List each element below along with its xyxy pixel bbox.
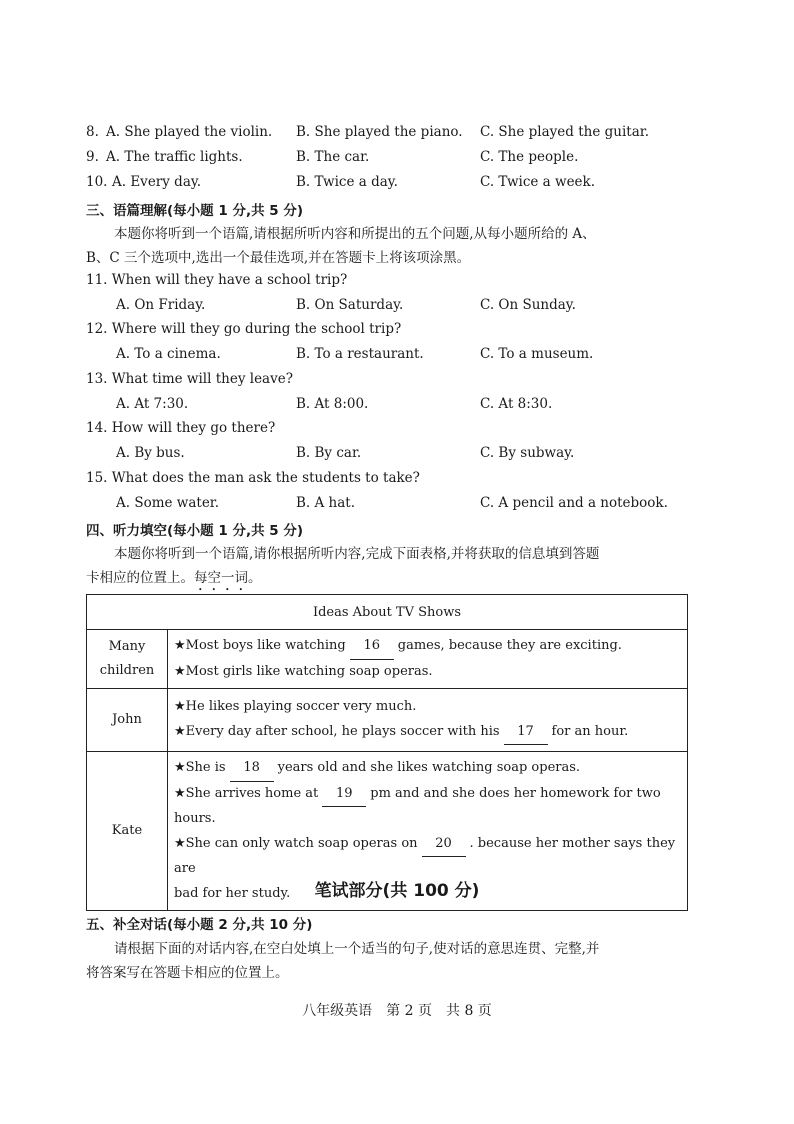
- section4-heading: 四、听力填空(每小题 1 分,共 5 分): [86, 523, 304, 539]
- option-b: B. To a restaurant.: [296, 346, 424, 362]
- content-line: [174, 720, 681, 746]
- row-name: [87, 630, 168, 689]
- answer-blank-18: 18: [230, 756, 274, 782]
- item-number: 8.: [86, 124, 99, 140]
- line-text: ★Every day after school, he plays soccer with his: [174, 723, 500, 739]
- section3-heading: 三、语篇理解(每小题 1 分,共 5 分): [86, 203, 304, 219]
- instruction-text: 卡相应的位置上。: [86, 570, 194, 586]
- question-text: 14. How will they go there?: [86, 420, 276, 436]
- option-a: A. On Friday.: [116, 297, 206, 313]
- option-b: B. She played the piano.: [296, 124, 463, 140]
- option-c: C. At 8:30.: [480, 396, 553, 412]
- option-a: A. Some water.: [116, 495, 220, 511]
- question-text: 13. What time will they leave?: [86, 371, 293, 387]
- item-number: 10.: [86, 174, 108, 190]
- option-b: B. On Saturday.: [296, 297, 404, 313]
- row-content: [168, 630, 688, 689]
- option-b: B. The car.: [296, 149, 370, 165]
- written-part-title: 笔试部分(共 100 分): [314, 881, 480, 901]
- option-b: B. A hat.: [296, 495, 356, 511]
- option-c: C. By subway.: [480, 445, 575, 461]
- line-text: ★She arrives home at: [174, 785, 319, 801]
- option-a: A. By bus.: [116, 445, 185, 461]
- content-line: [174, 782, 681, 832]
- section3-instruction-1: 本题你将听到一个语篇,请根据所听内容和所提出的五个问题,从每小题所给的 A、: [114, 226, 596, 242]
- answer-blank-16: 16: [350, 634, 394, 660]
- option-c: C. Twice a week.: [480, 174, 596, 190]
- table-title: Ideas About TV Shows: [87, 595, 688, 630]
- line-text: years old and she likes watching soap operas.: [277, 760, 581, 775]
- row-name: John: [87, 689, 168, 752]
- option-b: B. By car.: [296, 445, 362, 461]
- option-c: C. She played the guitar.: [480, 124, 650, 140]
- option-a: A. Every day.: [112, 174, 201, 190]
- question-text: 12. Where will they go during the school trip?: [86, 321, 402, 337]
- content-line: bad for her study.: [174, 885, 291, 901]
- row-content: [168, 689, 688, 752]
- section4-instruction-2: [86, 566, 696, 594]
- option-a: A. She played the violin.: [106, 124, 273, 140]
- answer-blank-20: 20: [422, 832, 466, 858]
- option-a: A. The traffic lights.: [106, 149, 243, 165]
- instruction-end: 。: [248, 570, 262, 586]
- answer-blank-17: 17: [504, 720, 548, 746]
- option-c: C. The people.: [480, 149, 579, 165]
- option-a: A. At 7:30.: [116, 396, 189, 412]
- line-text: ★She can only watch soap operas on: [174, 835, 418, 851]
- content-line: [174, 832, 681, 882]
- table-row: [87, 630, 688, 689]
- content-line: ★He likes playing soccer very much.: [174, 699, 417, 714]
- section5-instruction-1: 请根据下面的对话内容,在空白处填上一个适当的句子,使对话的意思连贯、完整,并: [114, 941, 600, 957]
- question-text: 11. When will they have a school trip?: [86, 272, 348, 288]
- option-c: C. To a museum.: [480, 346, 594, 362]
- section5-heading: 五、补全对话(每小题 2 分,共 10 分): [86, 917, 313, 933]
- line-text: ★Most boys like watching: [174, 638, 346, 653]
- emphasized-instruction: 每空一词: [194, 570, 248, 586]
- content-line: [174, 756, 681, 782]
- item-number: 9.: [86, 149, 99, 165]
- table-row: [87, 689, 688, 752]
- line-text: . because her mother says they are: [174, 835, 676, 876]
- line-text: games, because they are exciting.: [397, 638, 622, 653]
- content-line: ★Most girls like watching soap operas.: [174, 663, 433, 679]
- option-c: C. On Sunday.: [480, 297, 576, 313]
- line-text: pm and and she does her homework for two hours.: [174, 785, 661, 826]
- section3-instruction-2: B、C 三个选项中,选出一个最佳选项,并在答题卡上将该项涂黑。: [86, 250, 471, 266]
- question-text: 15. What does the man ask the students to take?: [86, 470, 420, 486]
- option-c: C. A pencil and a notebook.: [480, 495, 668, 511]
- line-text: ★She is: [174, 760, 226, 775]
- option-b: B. Twice a day.: [296, 174, 398, 190]
- row-name-line: Many: [108, 639, 146, 654]
- option-a: A. To a cinema.: [116, 346, 221, 362]
- row-name: Kate: [87, 752, 168, 911]
- answer-blank-19: 19: [322, 782, 366, 808]
- row-name-line: children: [99, 663, 155, 678]
- page-footer: 八年级英语 第 2 页 共 8 页: [302, 1003, 492, 1019]
- tv-shows-table: [86, 594, 688, 911]
- content-line: [174, 634, 681, 660]
- option-b: B. At 8:00.: [296, 396, 369, 412]
- section4-instruction-1: 本题你将听到一个语篇,请你根据所听内容,完成下面表格,并将获取的信息填到答题: [114, 546, 600, 562]
- section5-instruction-2: 将答案写在答题卡相应的位置上。: [86, 965, 289, 981]
- line-text: for an hour.: [551, 723, 629, 739]
